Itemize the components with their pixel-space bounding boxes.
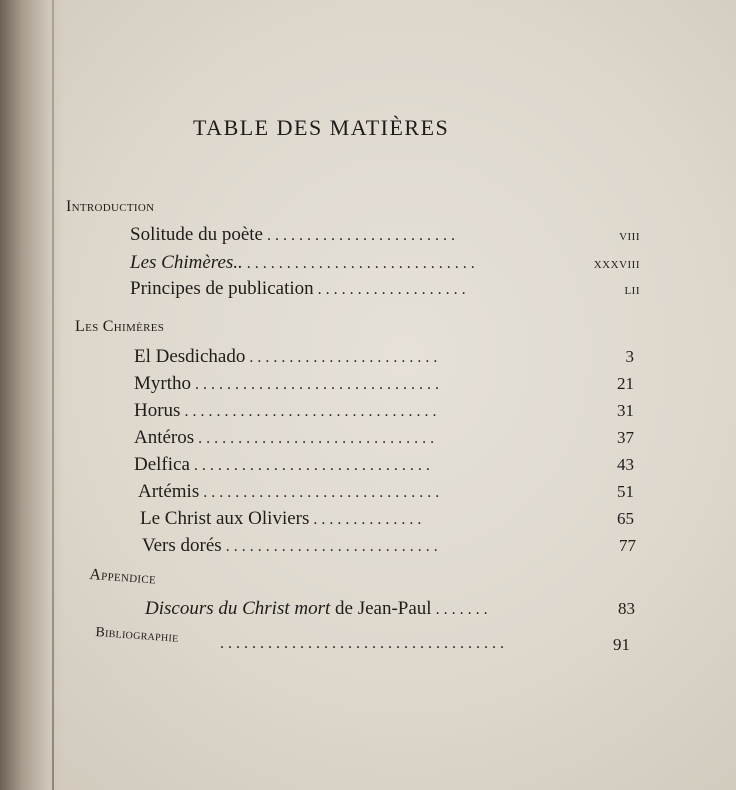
toc-entry-page: xxxviii (593, 256, 640, 272)
leader-dots: .............................. (193, 457, 434, 474)
toc-entry-page: 37 (617, 428, 634, 447)
toc-entry-label-italic: Discours du Christ mort (145, 598, 331, 619)
toc-entry (130, 278, 640, 302)
toc-entry (138, 481, 634, 505)
book-gutter-shadow (0, 0, 64, 790)
toc-entry-label: Horus (134, 400, 181, 421)
toc-entry (145, 598, 635, 622)
toc-entry-page: viii (619, 228, 640, 244)
toc-entry-label: Artémis (138, 481, 200, 502)
leader-dots: ........................... (225, 538, 442, 555)
leader-dots: ................... (317, 281, 470, 298)
toc-entry-page: 65 (617, 509, 634, 528)
toc-entry (134, 427, 634, 451)
section-bibliographie-heading: Bibliographie (94, 625, 180, 646)
toc-entry-label: Le Christ aux Oliviers (140, 508, 310, 529)
toc-entry (142, 535, 636, 559)
leader-dots: ................................ (184, 403, 441, 420)
section-appendice-heading: Appendice (88, 566, 157, 588)
leader-dots: ............................. (246, 255, 479, 272)
toc-entry-page: 21 (617, 374, 634, 393)
section-chimeres-heading: Les Chimères (75, 318, 165, 335)
toc-entry (130, 224, 640, 248)
toc-entry-page: 3 (625, 347, 634, 366)
leader-dots: ........................ (249, 349, 442, 366)
leader-dots: .............. (313, 511, 426, 528)
section-introduction-heading: Introduction (66, 198, 155, 215)
toc-entry-page: 91 (613, 635, 630, 654)
toc-entry-label-rest: de Jean-Paul (330, 598, 432, 619)
toc-entry-label: Vers dorés (142, 535, 222, 556)
leader-dots: .............................. (203, 484, 444, 501)
toc-entry (134, 454, 634, 478)
toc-entry-label: Solitude du poète (130, 224, 263, 245)
toc-entry-page: 77 (619, 536, 636, 555)
page-title: TABLE DES MATIÈRES (193, 115, 450, 140)
toc-entry (134, 400, 634, 424)
toc-entry-page: 43 (617, 455, 634, 474)
leader-dots: .............................. (198, 430, 439, 447)
toc-entry-bibliographie (96, 625, 636, 661)
toc-entry-label: Myrtho (134, 373, 191, 394)
toc-entry-label (130, 252, 243, 274)
leader-dots: .................................... (220, 635, 508, 652)
toc-entry-label: El Desdichado (134, 346, 246, 367)
toc-entry (134, 346, 634, 370)
leader-dots: ........................ (266, 227, 459, 244)
toc-entry-label: Principes de publication (130, 278, 314, 299)
toc-entry (134, 373, 634, 397)
toc-entry-page: lii (624, 282, 640, 298)
leader-dots: ....... (435, 601, 492, 618)
toc-entry (140, 508, 634, 532)
toc-entry (130, 252, 640, 276)
page-edge (52, 0, 54, 790)
toc-entry-label-italic: Les Chimères.. (130, 252, 243, 273)
toc-entry-page: 51 (617, 482, 634, 501)
toc-entry-page: 31 (617, 401, 634, 420)
toc-entry-label: Antéros (134, 427, 195, 448)
toc-entry-page: 83 (618, 599, 635, 618)
toc-entry-label (145, 598, 432, 620)
leader-dots: ............................... (195, 376, 443, 393)
toc-entry-label: Delfica (134, 454, 190, 475)
